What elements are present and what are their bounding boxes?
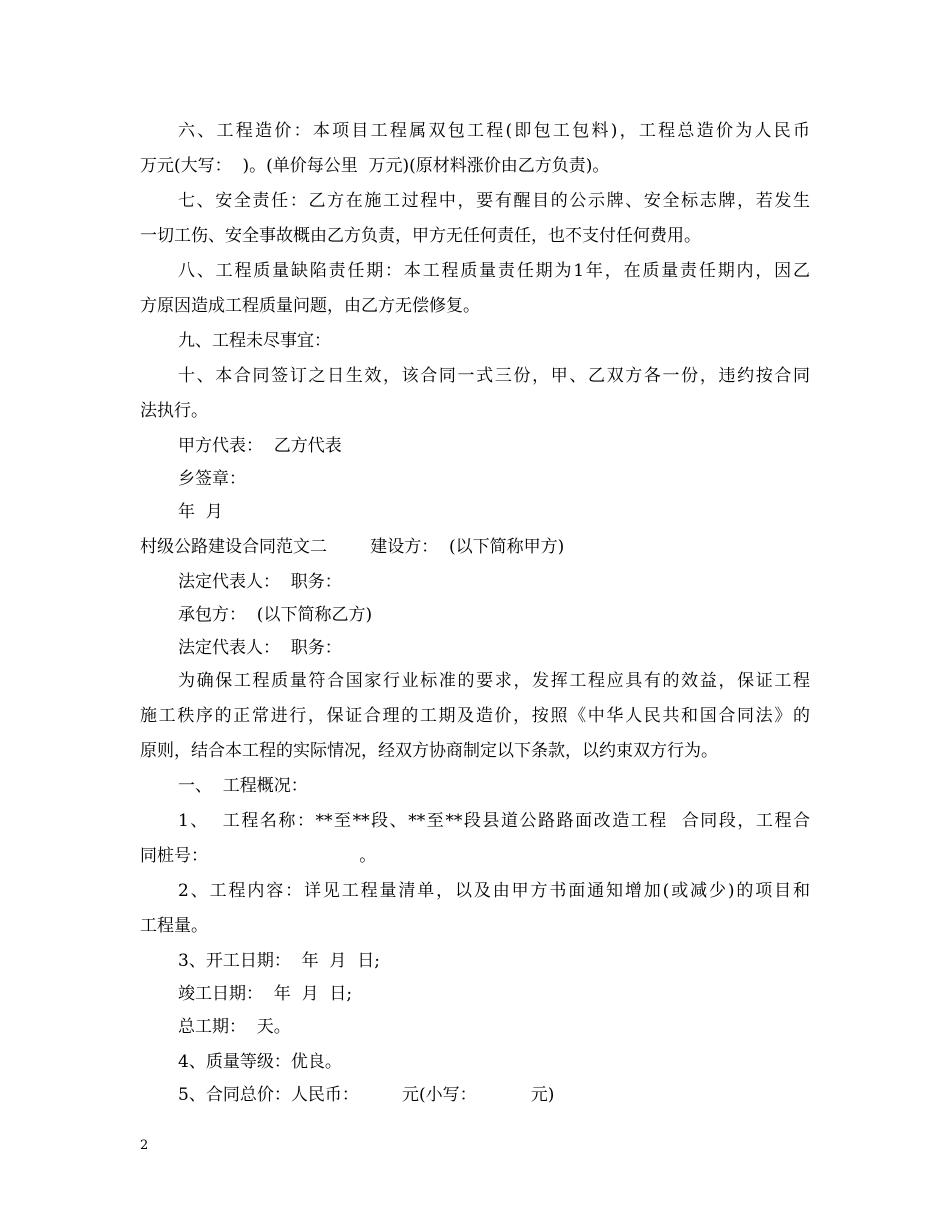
item-3-duration: 总工期： 天。: [178, 1017, 291, 1037]
para-10-line-1: 十、本合同签订之日生效，该合同一式三份，甲、乙双方各一份，违约按合同: [178, 366, 810, 386]
preamble-line-1: 为确保工程质量符合国家行业标准的要求，发挥工程应具有的效益，保证工程: [178, 671, 810, 691]
party-a-legal-rep: 法定代表人： 职务：: [178, 572, 342, 592]
para-9: 九、工程未尽事宜：: [178, 331, 331, 351]
item-2-line-2: 工程量。: [140, 916, 208, 936]
para-8-line-2: 方原因造成工程质量问题，由乙方无偿修复。: [140, 296, 480, 316]
para-8-line-1: 八、工程质量缺陷责任期：本工程质量责任期为1年，在质量责任期内，因乙: [178, 261, 810, 281]
item-3-end-date: 竣工日期： 年 月 日;: [178, 984, 353, 1004]
item-2-line-1: 2、工程内容：详见工程量清单，以及由甲方书面通知增加(或减少)的项目和: [178, 881, 810, 901]
para-6-line-1: 六、工程造价：本项目工程属双包工程(即包工包料)，工程总造价为人民币: [178, 121, 810, 141]
para-7-line-1: 七、安全责任：乙方在施工过程中，要有醒目的公示牌、安全标志牌，若发生: [178, 191, 810, 211]
preamble-line-2: 施工秩序的正常进行，保证合理的工期及造价，按照《中华人民共和国合同法》的: [140, 706, 810, 726]
contract-title-line: 村级公路建设合同范文二 建设方： (以下简称甲方): [140, 537, 565, 557]
item-1-line-2: 同桩号： 。: [140, 846, 377, 866]
para-7-line-2: 一切工伤、安全事故概由乙方负责，甲方无任何责任，也不支付任何费用。: [140, 226, 701, 246]
para-10-line-2: 法执行。: [140, 401, 208, 421]
party-b-legal-rep: 法定代表人： 职务：: [178, 638, 342, 658]
page-number: 2: [140, 1138, 149, 1153]
township-seal-line: 乡签章：: [178, 469, 246, 489]
preamble-line-3: 原则，结合本工程的实际情况，经双方协商制定以下条款，以约束双方行为。: [140, 741, 718, 761]
contractor-line: 承包方： (以下简称乙方): [178, 605, 373, 625]
item-1-line-1: 1、 工程名称：**至**段、**至**段县道公路路面改造工程 合同段，工程合: [178, 811, 810, 831]
section-1-heading: 一、 工程概况：: [178, 776, 308, 796]
item-5-total-price: 5、合同总价：人民币： 元(小写： 元): [178, 1085, 555, 1105]
representatives-line: 甲方代表： 乙方代表: [178, 436, 342, 456]
para-6-line-2: 万元(大写： )。(单价每公里 万元)(原材料涨价由乙方负责)。: [140, 156, 610, 176]
item-4-quality: 4、质量等级：优良。: [178, 1052, 342, 1072]
item-3-start-date: 3、开工日期： 年 月 日;: [178, 951, 380, 971]
date-line: 年 月: [178, 502, 223, 522]
